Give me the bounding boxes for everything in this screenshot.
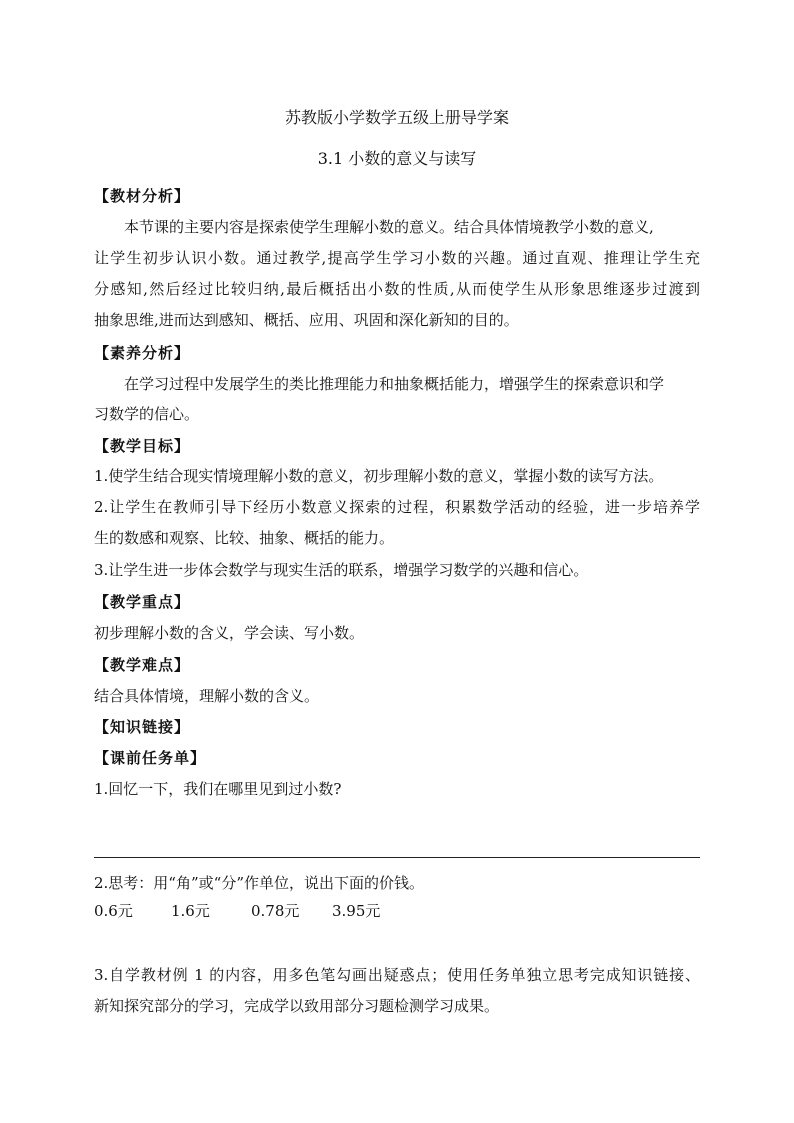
price-item: 3.95元 <box>332 902 381 920</box>
task-question-2: 2.思考：用“角”或“分”作单位，说出下面的价钱。 <box>94 874 424 892</box>
teaching-goal-1: 1.使学生结合现实情境理解小数的意义，初步理解小数的意义，掌握小数的读写方法。 <box>94 467 664 485</box>
teaching-goal-2: 2.让学生在教师引导下经历小数意义探索的过程，积累数学活动的经验，进一步培养学 <box>94 498 700 516</box>
material-analysis-line-2: 让学生初步认识小数。通过教学,提高学生学习小数的兴趣。通过直观、推理让学生充 <box>94 249 700 267</box>
heading-literacy-analysis: 【素养分析】 <box>94 344 191 362</box>
price-item: 1.6元 <box>171 902 210 920</box>
heading-key-points: 【教学重点】 <box>94 593 191 611</box>
material-analysis-line-3: 分感知,然后经过比较归纳,最后概括出小数的性质,从而使学生从形象思维逐步过渡到 <box>94 280 700 298</box>
price-list <box>94 901 380 921</box>
price-item: 0.78元 <box>251 902 300 920</box>
document-title: 苏教版小学数学五级上册导学案 <box>284 108 509 127</box>
task-question-1: 1.回忆一下，我们在哪里见到过小数? <box>94 780 342 798</box>
teaching-goal-2-cont: 生的数感和观察、比较、抽象、概括的能力。 <box>94 529 395 547</box>
task-question-3: 3.自学教材例 1 的内容，用多色笔勾画出疑惑点；使用任务单独立思考完成知识链接、 <box>94 966 700 984</box>
key-points-text: 初步理解小数的含义，学会读、写小数。 <box>94 624 365 642</box>
literacy-analysis-line-2: 习数学的信心。 <box>94 405 200 423</box>
document-subtitle: 3.1 小数的意义与读写 <box>317 149 477 168</box>
difficulties-text: 结合具体情境，理解小数的含义。 <box>94 687 320 705</box>
material-analysis-line-1: 本节课的主要内容是探索使学生理解小数的意义。结合具体情境教学小数的意义, <box>124 218 654 236</box>
heading-teaching-goals: 【教学目标】 <box>94 437 191 455</box>
heading-material-analysis: 【教材分析】 <box>94 187 191 205</box>
answer-line <box>94 857 700 858</box>
heading-pre-class-tasks: 【课前任务单】 <box>94 749 207 767</box>
teaching-goal-3: 3.让学生进一步体会数学与现实生活的联系，增强学习数学的兴趣和信心。 <box>94 561 589 579</box>
price-item: 0.6元 <box>94 902 133 920</box>
heading-difficulties: 【教学难点】 <box>94 656 191 674</box>
literacy-analysis-line-1: 在学习过程中发展学生的类比推理能力和抽象概括能力，增强学生的探索意识和学 <box>124 375 665 393</box>
material-analysis-line-4: 抽象思维,进而达到感知、概括、应用、巩固和深化新知的目的。 <box>94 311 519 329</box>
heading-knowledge-link: 【知识链接】 <box>94 718 191 736</box>
task-question-3-cont: 新知探究部分的学习，完成学以致用部分习题检测学习成果。 <box>94 997 500 1015</box>
